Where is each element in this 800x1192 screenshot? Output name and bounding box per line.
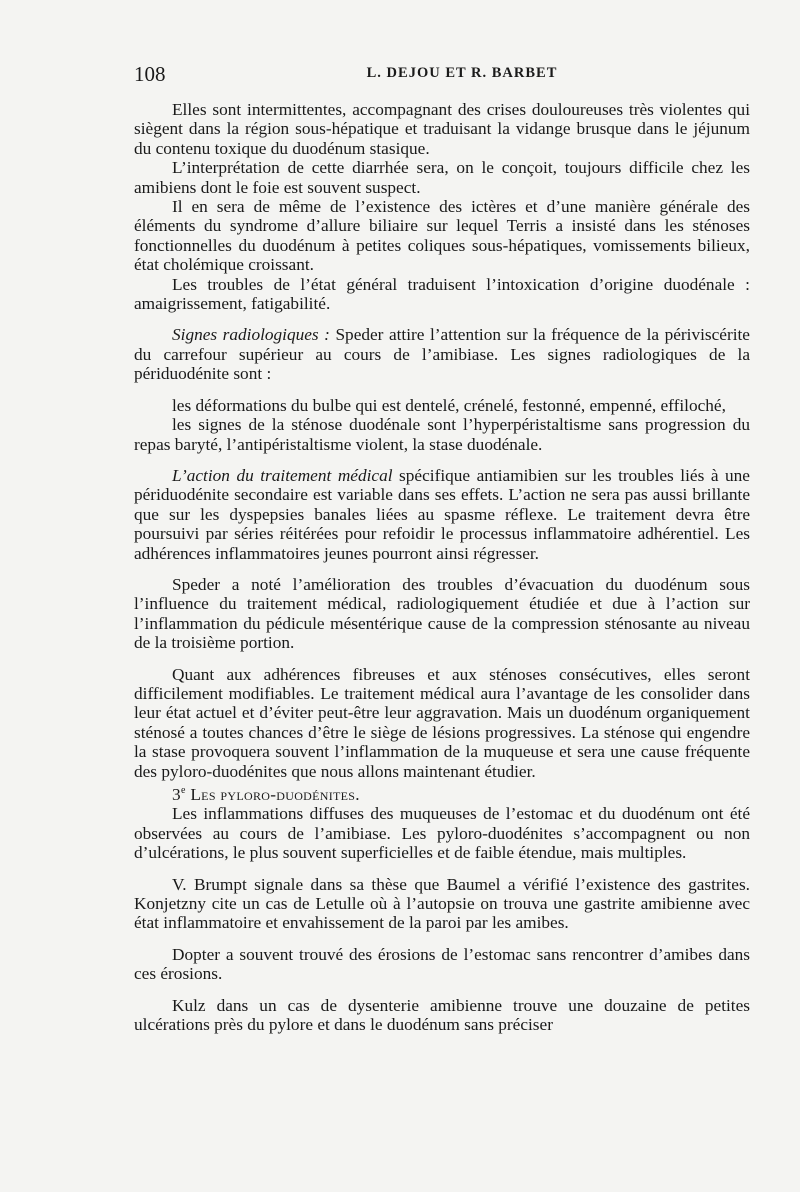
italic-lead: Signes radiologiques : [172, 325, 330, 345]
paragraph-treatment [134, 466, 750, 563]
paragraph: V. Brumpt signale dans sa thèse que Baumel a vérifié l’existence des gastrites. Konjetzny cite un cas de Letulle où à l’autopsie on trouva une gastrite amibienne avec état inflammatoire et envahissement de la paroi par les amibes. [134, 874, 750, 933]
paragraph: L’interprétation de cette diarrhée sera, on le conçoit, toujours difficile chez les amibiens dont le foie est souvent suspect. [134, 158, 750, 197]
paragraph: Dopter a souvent trouvé des érosions de l’estomac sans rencontrer d’amibes dans ces érosions. [134, 944, 750, 984]
italic-lead: L’action du traitement médical [172, 465, 393, 485]
body-text [134, 100, 750, 1034]
page-number: 108 [134, 62, 166, 86]
paragraph: Speder a noté l’amélioration des troubles d’évacuation du duodénum sous l’influence du traitement médical, radiologiquement étudiée et due à l’action sur l’inflammation du pédicule mésentérique cause de la compression sténosante au niveau de la troisième portion. [134, 574, 750, 653]
paragraph: Elles sont intermittentes, accompagnant des crises douloureuses très violentes qui siègent dans la région sous-hépatique et traduisant la vidange brusque dans le jéjunum du contenu toxique du duodénum stasique. [134, 100, 750, 158]
paragraph: Quant aux adhérences fibreuses et aux sténoses consécutives, elles seront difficilement modifiables. Le traitement médical aura l’avantage de les consolider dans leur état actuel et d’éviter peut-être leur aggravation. Mais un duodénum organiquement sténosé a toutes chances d’être le siège de lésions progressives. La sténose qui engendre la stase provoquera souvent l’inflammation de la muqueuse et sera une cause fréquente des pyloro-duodénites que nous allons maintenant étudier. [134, 664, 750, 781]
section-heading [134, 781, 750, 804]
section-ordinal: e [180, 785, 186, 796]
section-number: 3 [172, 785, 181, 804]
section-title: Les pyloro-duodénites. [190, 785, 360, 804]
running-title: L. DEJOU ET R. BARBET [366, 65, 558, 81]
paragraph: Les inflammations diffuses des muqueuses de l’estomac et du duodénum ont été observées au cours de l’amibiase. Les pyloro-duodénites s’accompagnent ou non d’ulcérations, le plus souvent superficielles et de faible étendue, mais multiples. [134, 804, 750, 863]
paragraph: Kulz dans un cas de dysenterie amibienne trouve une douzaine de petites ulcérations près du pylore et dans le duodénum sans préciser [134, 995, 750, 1035]
paragraph: Les troubles de l’état général traduisent l’intoxication d’origine duodénale : amaigrissement, fatigabilité. [134, 274, 750, 314]
paragraph: les déformations du bulbe qui est dentelé, crénelé, festonné, empenné, effiloché, [172, 395, 726, 415]
paragraph-text: Speder attire l’attention sur la fréquence de la périviscérite du carrefour supérieur au cours de l’amibiase. Les signes radiologiques de la périduodénite sont : [134, 325, 750, 384]
paragraph: les signes de la sténose duodénale sont l’hyperpéristaltisme sans progression du repas baryté, l’antipéristaltisme violent, la stase duodénale. [134, 415, 750, 454]
paragraph-radiological-signs [134, 325, 750, 383]
paragraph: Il en sera de même de l’existence des ictères et d’une manière générale des éléments du syndrome d’allure biliaire sur lequel Terris a insisté dans les sténoses fonctionnelles du duodénum à petites coliques sous-hépatiques, vomissements bilieux, état cholémique croissant. [134, 197, 750, 275]
page-header [134, 62, 750, 86]
paragraph-text: spécifique antiamibien sur les troubles liés à une périduodénite secondaire est variable dans ses effets. L’action ne sera pas aussi brillante que sur les dyspepsies banales liées au spasme réflexe. Le traitement devra être poursuivi par séries réitérées pour refoidir le processus inflammatoire adhérentiel. Les adhérences inflammatoires jeunes pourront ainsi régresser. [134, 465, 750, 563]
